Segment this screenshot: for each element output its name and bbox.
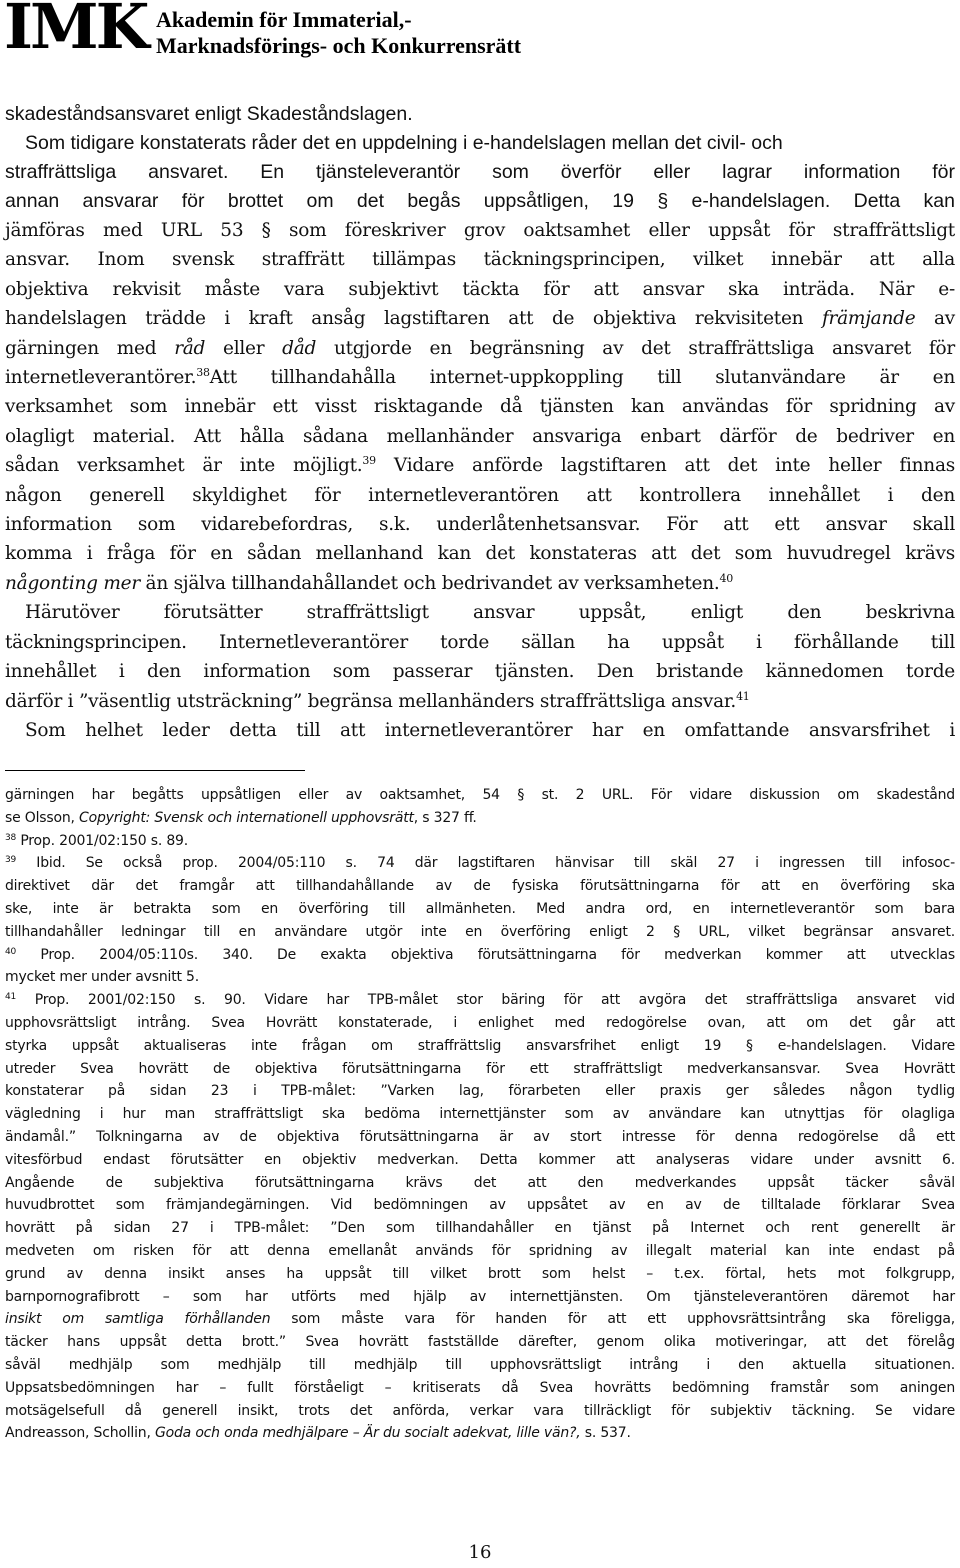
footnote-line: gärningen har begåtts uppsåtligen eller av oaktsamhet, 54 § st. 2 URL. För vidare diskussion om skadestånd xyxy=(5,787,955,803)
footnote-line: tillhandahåller ledningar till en användare utgör inte en överföring enligt 2 § URL, vilket begränsar ansvaret. xyxy=(5,923,955,940)
footnote-ref-38[interactable]: 38 xyxy=(196,366,210,380)
footnote-line: konstaterar på sidan 23 i TPB-målet: ”Varken lag, förarbeten eller praxis ger således någon tydlig xyxy=(5,1083,955,1100)
footnote-ref-40[interactable]: 40 xyxy=(719,571,734,585)
footnote-line: såväl medhjälp som medhjälp till medhjälp till upphovsrättsligt intrång i den aktuella situationen. xyxy=(5,1356,955,1373)
footnote-line: ändamål.” Tolkningarna av de objektiva förutsättningarna är av stort intresse för denna redogörelse då ett xyxy=(5,1128,955,1145)
body-line: jämföras med URL 53 § som föreskriver grov oaktsamhet eller uppsåt för straffrättsligt xyxy=(5,220,955,241)
footnote-separator xyxy=(5,770,305,771)
footnote-line: medveten om risken för att denna emellanåt används för spridning av illegalt material kan inte endast på xyxy=(5,1242,955,1259)
footnote-line: motsägelsefull då generell insikt, trots det anförda, verkar vara tillräckligt för subjektiv täckning. Se vidare xyxy=(5,1402,955,1419)
body-line: täckningsprincipen. Internetleverantörer torde sällan ha uppsåt i förhållande till xyxy=(5,631,955,653)
body-line: internetleverantörer.$^{38}$Att tillhandahålla internet-uppkoppling till slutanvändare är en xyxy=(5,366,955,389)
org-name-line-1: Akademin för Immaterial,- xyxy=(156,7,412,32)
footnote-line: utreder Svea hovrätt de objektiva förutsättningarna för ett straffrättsligt medverkansansvar. Svea Hovrätt xyxy=(5,1060,955,1077)
footnote-line: huvudbrottet som främjandegärningen. Vid bedömningen av uppsåtet av en av de tilltalade förklarar Svea xyxy=(5,1197,955,1214)
footnote-line: barnpornografibrott – som har utförts med hjälp av internettjänsten. Om tjänsteleverantören däremot har xyxy=(5,1288,955,1305)
footnote-line: ske, inte är betrakta som en överföring till allmänheten. Med andra ord, en internetleverantör som bara xyxy=(5,900,955,917)
imk-logo: IMK xyxy=(4,0,147,63)
body-line: skadeståndsansvaret enligt Skadeståndslagen. xyxy=(5,103,413,125)
footnote-line: direktivet där det framgår att tillhandahållande av de fysiska förutsättningarna för att en överföring ska xyxy=(5,878,955,895)
body-line: sådan verksamhet är inte möjligt.$^{39}$ Vidare anförde lagstiftaren att det inte heller finnas xyxy=(5,454,955,477)
body-line: straffrättsliga ansvaret. En tjänsteleverantör som överför eller lagrar information för xyxy=(5,161,955,183)
body-line: gärningen med råd eller dåd utgjorde en begränsning av det straffrättsliga ansvaret för xyxy=(5,337,955,359)
org-name-line-2: Marknadsförings- och Konkurrensrätt xyxy=(156,33,522,58)
footnote-line: styrka uppsåt aktualiseras inte frågan om straffrättslig ansvarsfrihet enligt 19 § e-handelslagen. Vidare xyxy=(5,1037,955,1054)
footnote-line: vägledning i hur man straffrättsligt ska bedöma internettjänster som av användare kan utnyttjas för olagliga xyxy=(5,1106,955,1123)
footnote-40: $^{40}$ Prop. 2004/05:110s. 340. De exakta objektiva förutsättningarna för medverkan kommer att utvecklas xyxy=(5,946,955,963)
body-line: någonting mer än själva tillhandahållandet och bedrivandet av verksamheten.$^{40}$ xyxy=(5,571,734,594)
footnote-line: vitesförbud endast förutsätter en objektiv medverkan. Detta kommer att analyseras vidare under avsnitt 6. xyxy=(5,1151,955,1168)
footnote-line: Andreasson, Schollin, Goda och onda medhjälpare – Är du socialt adekvat, lille vän?, s. 537. xyxy=(5,1425,631,1442)
footnote-line: insikt om samtliga förhållanden som måste vara för handen för att ett upphovsrättsintrång ska föreligga, xyxy=(5,1311,955,1328)
body-line: verksamhet som innebär ett visst risktagande då tjänsten kan användas för spridning av xyxy=(5,396,955,418)
body-line: Som tidigare konstaterats råder det en uppdelning i e-handelslagen mellan det civil- och xyxy=(25,132,783,154)
body-line: handelslagen trädde i kraft ansåg lagstiftaren att de objektiva rekvisiteten främjande av xyxy=(5,308,955,330)
body-line: Härutöver förutsätter straffrättsligt ansvar uppsåt, enligt den beskrivna xyxy=(25,602,955,624)
body-line: information som vidarebefordras, s.k. underlåtenhetsansvar. För att ett ansvar skall xyxy=(5,514,955,536)
footnote-line: Angående de subjektiva förutsättningarna krävs det att den medverkandes uppsåt täcker såväl xyxy=(5,1174,955,1191)
footnote-38: $^{38}$ Prop. 2001/02:150 s. 89. xyxy=(5,832,189,849)
body-line: Som helhet leder detta till att internetleverantörer har en omfattande ansvarsfrihet i xyxy=(25,719,955,741)
footnote-41: $^{41}$ Prop. 2001/02:150 s. 90. Vidare har TPB-målet stor bäring för att avgöra det straffrättsliga ansvaret vid xyxy=(5,992,955,1009)
page-header xyxy=(4,0,704,66)
footnote-line: upphovsrättsligt intrång. Svea Hovrätt konstaterade, i enlighet med redogörelse ovan, att om det går att xyxy=(5,1014,955,1031)
footnote-line: se Olsson, Copyright: Svensk och internationell upphovsrätt, s 327 ff. xyxy=(5,809,477,826)
footnotes xyxy=(5,784,955,1445)
body-line: annan ansvarar för brottet om det begås uppsåtligen, 19 § e-handelslagen. Detta kan xyxy=(5,190,955,212)
body-line: ansvar. Inom svensk straffrätt tillämpas täckningsprincipen, vilket innebär att alla xyxy=(5,249,955,271)
body-line: komma i fråga för en sådan mellanhand kan det konstateras att det som huvudregel krävs xyxy=(5,543,955,565)
body-line: objektiva rekvisit måste vara subjektivt täckta för att ansvar ska inträda. När e- xyxy=(5,278,955,300)
body-text xyxy=(5,100,955,745)
footnote-line: Uppsatsbedömningen har – fullt förståeligt – kritiserats då Svea hovrätts bedömning framstår som aningen xyxy=(5,1379,955,1396)
footnote-ref-41[interactable]: 41 xyxy=(736,689,750,703)
footnote-39: $^{39}$ Ibid. Se också prop. 2004/05:110 s. 74 där lagstiftaren hänvisar till skäl 27 i ingressen till infosoc- xyxy=(5,855,955,872)
footnote-line: mycket mer under avsnitt 5. xyxy=(5,969,199,986)
footnote-line: täcker hans uppsåt detta brott.” Svea hovrätt fastställde därefter, genom olika motiveringar, att det förelåg xyxy=(5,1334,955,1351)
body-line: därför i ”väsentlig utsträckning” begränsa mellanhänders straffrättsliga ansvar.$^{41}$ xyxy=(5,689,750,712)
footnote-line: grund av denna insikt anses ha uppsåt till vilket brott som helst – t.ex. förtal, hets mot folkgrupp, xyxy=(5,1265,955,1282)
body-line: olagligt material. Att hålla sådana mellanhänder ansvariga enbart därför de bedriver en xyxy=(5,425,955,447)
page-number: 16 xyxy=(468,1542,492,1563)
footnote-line: hovrätt på sidan 27 i TPB-målet: ”Den som tillhandahåller en tjänst på Internet och rent generellt är xyxy=(5,1220,955,1237)
body-line: någon generell skyldighet för internetleverantören att kontrollera innehållet i den xyxy=(5,484,955,506)
footnote-ref-39[interactable]: 39 xyxy=(362,454,376,468)
body-line: innehållet i den information som passerar tjänsten. Den bristande kännedomen torde xyxy=(5,661,955,683)
